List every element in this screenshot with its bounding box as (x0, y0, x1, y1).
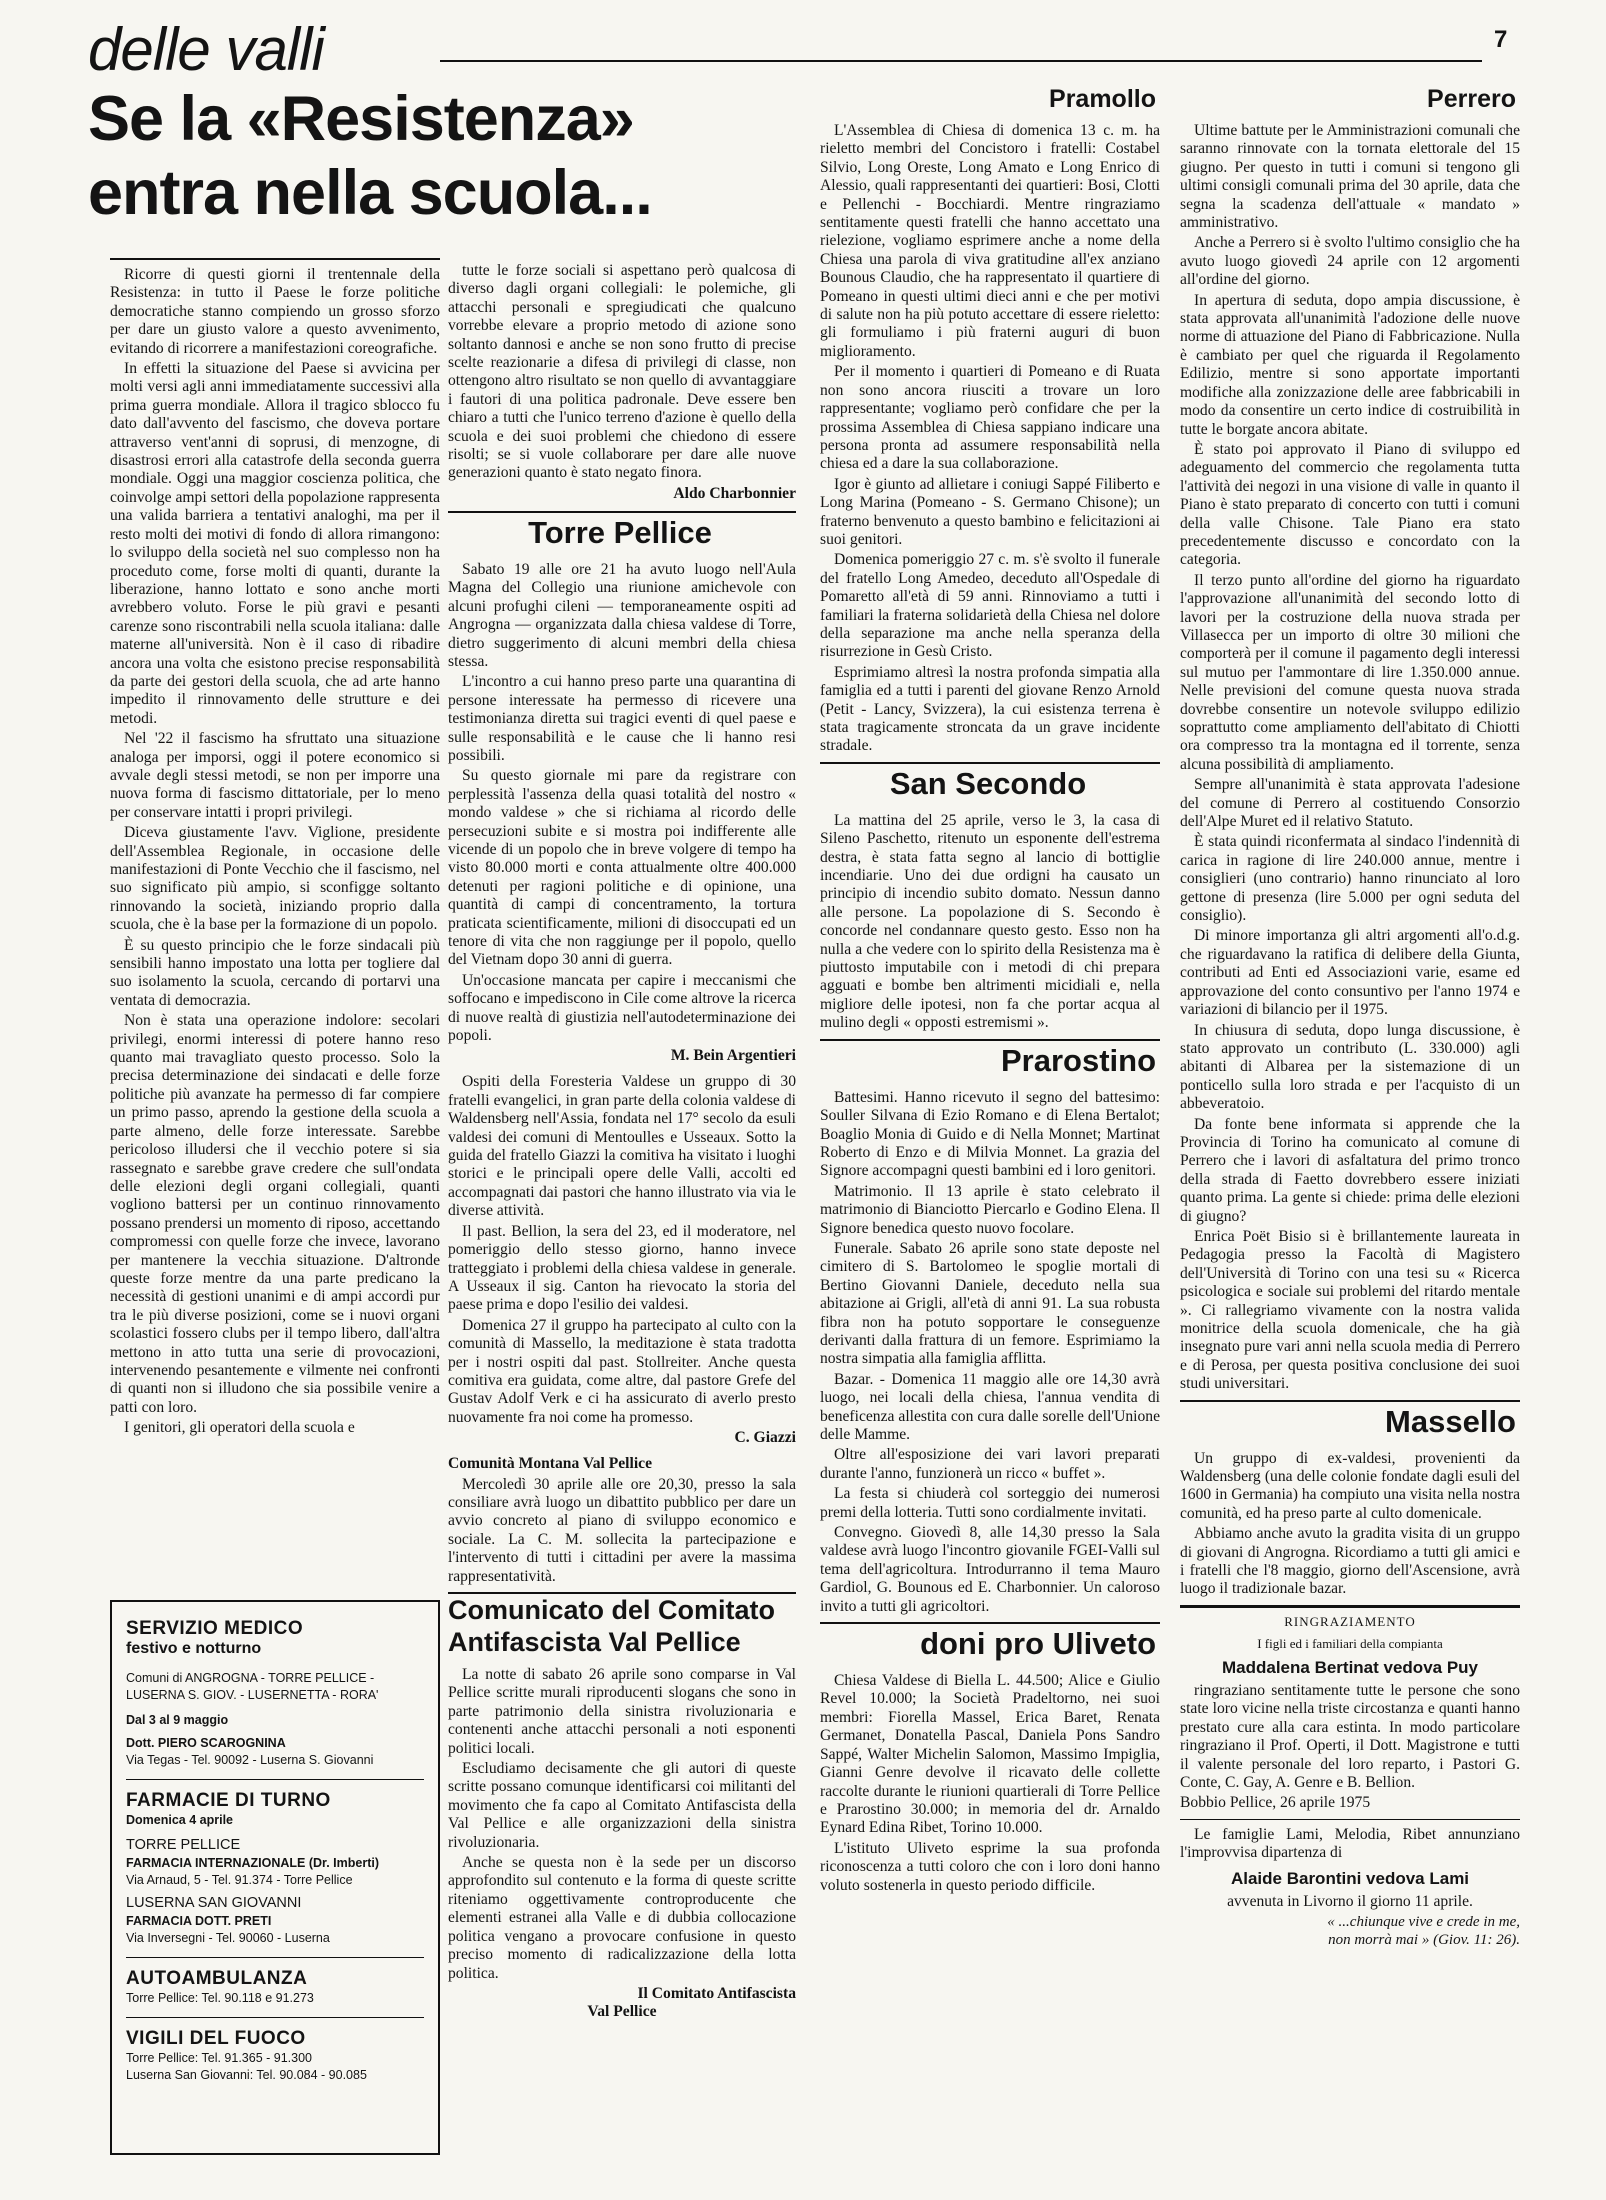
farmacie-title: FARMACIE DI TURNO (126, 1790, 331, 1811)
article-paragraph: Sempre all'unanimità è stata approvata l'adesione del comune di Perrero al costituendo Consorzio dell'Alpe Muret ed il relativo Statuto. (1180, 776, 1520, 831)
article-paragraph: La festa si chiuderà col sorteggio dei numerosi premi della lotteria. Tutti sono cordialmente invitati. (820, 1485, 1160, 1521)
thanks-name: Maddalena Bertinat vedova Puy (1221, 1657, 1479, 1677)
firefighters-phone: Luserna San Giovanni: Tel. 90.084 - 90.085 (126, 2068, 367, 2082)
pharmacy-address: Via Arnaud, 5 - Tel. 91.374 - Torre Pellice (126, 1873, 353, 1887)
article-paragraph: Ultime battute per le Amministrazioni comunali che saranno rinnovate con la tornata elettorale del 15 giugno. Per questo in tutti i comuni si tengono gli ultimi consigli comunali prima del 30 aprile, data che segna la scadenza dell'attuale « mandato » amministrativo. (1180, 122, 1520, 232)
thanks-intro: I figli ed i familiari della compianta (1257, 1635, 1443, 1651)
divider (1180, 1605, 1520, 1608)
section-heading-uliveto: doni pro Uliveto (820, 1622, 1160, 1664)
pharmacy-town: TORRE PELLICE (126, 1837, 241, 1853)
article-paragraph: tutte le forze sociali si aspettano però qualcosa di diverso dagli organi collegiali: le polemiche, gli attacchi personali e spregiudicati che qualcuno vorrebbe elevare a proprio metodo di azione sono soltanto dannosi e anche se non sono frutto di precise scelte reazionarie a difesa di privilegi di classe, non ottengono altro risultato se non quello di avvantaggiare i fautori di una politica padronale. Deve essere ben chiaro a tutti che l'unico terreno d'azione è quello della scuola e dei suoi problemi che chiedono di essere risolti; se si vuole collaborare per dare alle nuove generazioni quanto è stato negato finora. (448, 262, 796, 482)
divider (126, 1779, 424, 1780)
article-paragraph: Chiesa Valdese di Biella L. 44.500; Alice e Giulio Revel 10.000; la Società Pradeltorno, nei suoi membri: Fiorella Massel, Erica Baret, Renata Germanet, Donatella Pascal, Daniela Pons Sandro Sappé, Walter Michelin Salomon, Massimo Impiglia, Gianni Genre devolve il ricavato delle collette raccolte durante le riunioni quartierali di Torre Pellice e Prarostino 30.000; in memoria del dr. Arnaldo Eynard Edina Ribet, Torino 10.000. (820, 1672, 1160, 1837)
author-signature: Il Comitato Antifascista (637, 1984, 796, 2002)
firefighters-phone: Torre Pellice: Tel. 91.365 - 91.300 (126, 2051, 312, 2065)
headline-line-2: entra nella scuola... (88, 158, 652, 228)
section-heading-prarostino: Prarostino (820, 1039, 1160, 1081)
firefighters-title: VIGILI DEL FUOCO (126, 2028, 306, 2049)
article-paragraph: In effetti la situazione del Paese si avvicina per molti versi agli anni immediatamente successivi alla prima guerra mondiale. Allora il tragico sblocco fu dato dall'avvento del fascismo, che doveva portare attraverso vent'anni di soprusi, di menzogne, di disastrosi errori alla catastrofe della seconda guerra mondiale. Oggi una maggior coscienza politica, che coinvolge ampi settori della popolazione rappresenta una valida barriera a tentativi analoghi, ma per il resto molti dei motivi di fondo di allora rimangono: lo sviluppo della società nel suo complesso non ha proceduto come, forse molti di quanti, durante la liberazione, hanno lottato e sono anche morti avrebbero voluto. Forse le più gravi e pesanti carenze sono riscontrabili nella scuola italiana: dalle materne all'università. Non è il caso di ribadire ancora una volta che esistono precise responsabilità da parte dei gestori della scuola, che ad arte hanno impedito il rinnovamento delle strutture e dei metodi. (110, 360, 440, 727)
article-paragraph: Convegno. Giovedì 8, alle 14,30 presso la Sala valdese avrà luogo l'incontro giovanile FGEI-Valli sul tema dell'agricoltura. Introdurranno il tema Mauro Gardiol, G. Bounous ed E. Charbonnier. Un caloroso invito a tutti gli agricoltori. (820, 1524, 1160, 1615)
box-dates: Dal 3 al 9 maggio (126, 1713, 229, 1727)
article-paragraph: Enrica Poët Bisio si è brillantemente laureata in Pedagogia presso la Facoltà di Magistero dell'Università di Torino con una tesi su « Ricerca psicologica e sociale sui problemi del ritardo mentale ». Ci rallegriamo vivamente con la nostra valida monitrice della scuola domenicale, che ha già insegnato pure vari anni nella scuola media di Perrero e di Perosa, per questa positiva conclusione dei suoi studi universitari. (1180, 1227, 1520, 1393)
author-signature: M. Bein Argentieri (670, 1047, 796, 1065)
article-paragraph: Il past. Bellion, la sera del 23, ed il moderatore, nel pomeriggio dello stesso giorno, hanno invece tratteggiato i problemi della chiesa valdese in generale. A Usseaux il sig. Canton ha rievocato la storia del paese prima e dopo l'esilio dei valdesi. (448, 1222, 796, 1314)
column-4 (1180, 78, 1520, 1949)
article-paragraph: Su questo giornale mi pare da registrare con perplessità l'assenza della quasi totalità del nostro « mondo valdese » che si richiama al ricordo delle persecuzioni subite e si mostra poi indifferente alle vicende di un popolo che in breve volgere di tempo ha visto 80.000 morti e conta attualmente oltre 400.000 detenuti per ragioni politiche e di opinione, una quantità di campi di concentramento, la tortura praticata scientificamente, milioni di disoccupati ed un tenore di vita che non raggiunge per il popolo, quello del Vietnam dopo 30 anni di guerra. (448, 767, 796, 969)
page-number: 7 (1494, 26, 1508, 53)
article-paragraph: La mattina del 25 aprile, verso le 3, la casa di Sileno Paschetto, ritenuto un esponente dell'estrema destra, è stata fatta segno al lancio di bottiglie incendiarie. Uno dei due ordigni ha causato un principio di incendio subito domato. Nessun danno alle persone. La popolazione di S. Secondo è concorde nel condannare questo gesto. Esso non ha nulla a che vedere con lo spirito della Resistenza ma è piuttosto imputabile con i metodi di chi prepara agguati e bombe ben altrimenti micidiali e, nella migliore delle ipotesi, non fa che portar acqua al mulino degli « opposti estremismi ». (820, 811, 1160, 1032)
article-paragraph: Anche se questa non è la sede per un discorso approfondito sul contenuto e la forma di queste scritte riteniamo oggettivamente controproducente che elementi estranei alla Valle e di dubbia collocazione politica vengano a provocare confusione in questo preciso momento di radicalizzazione della lotta politica. (448, 1854, 796, 1982)
thanks-place: Bobbio Pellice, 26 aprile 1975 (1180, 1794, 1371, 1812)
divider (1180, 1819, 1520, 1820)
death-quote: « ...chiunque vive e crede in me, (1327, 1913, 1520, 1930)
ambulance-title: AUTOAMBULANZA (126, 1968, 308, 1989)
article-paragraph: I genitori, gli operatori della scuola e (124, 1419, 355, 1437)
death-name: Alaide Barontini vedova Lami (1230, 1868, 1470, 1888)
divider (126, 2017, 424, 2018)
medical-service-box (110, 1600, 440, 2155)
article-paragraph: Anche a Perrero si è svolto l'ultimo consiglio che ha avuto luogo giovedì 24 aprile con 12 argomenti all'ordine del giorno. (1180, 234, 1520, 289)
article-paragraph: Ospiti della Foresteria Valdese un gruppo di 30 fratelli evangelici, in gran parte della colonia valdese di Waldensberg nell'Assia, fondata nel 17° secolo da esuli valdesi dei comuni di Mentoulles e Usseaux. Sotto la guida del fratello Giazzi la comitiva ha visitato i luoghi storici e le principali opere delle Valli, accolti ed accompagnati dai pastori che hanno illustrato via via le diverse attività. (448, 1073, 796, 1220)
pharmacy-town: LUSERNA SAN GIOVANNI (126, 1895, 302, 1911)
article-paragraph: Nel '22 il fascismo ha sfruttato una situazione analoga per imporsi, oggi il potere economico si avvale degli stessi metodi, se non per imporre una nuova forma di fascismo dittatoriale, per lo meno per conservare intatti i propri privilegi. (110, 730, 440, 821)
subheading: Comunità Montana Val Pellice (448, 1455, 653, 1473)
box-title: SERVIZIO MEDICO (126, 1618, 304, 1639)
article-paragraph: Battesimi. Hanno ricevuto il segno del battesimo: Souller Silvana di Ezio Romano e di Elena Bertalot; Boaglio Monia di Guido e di Nella Monnet; Martinat Roberto di Enzo e di Milvia Monnet. La grazia del Signore accompagni questi bambini ed i loro genitori. (820, 1088, 1160, 1180)
article-paragraph: Per il momento i quartieri di Pomeano e di Ruata non sono ancora riusciti a trovare un loro rappresentante; vogliamo però confidare che per la prossima Assemblea di Chiesa sappiano indicare una persona pronta ad assumere responsabilità nella chiesa ed a dare la sua collaborazione. (820, 363, 1160, 473)
article-paragraph: È stata quindi riconfermata al sindaco l'indennità di carica in ragione di lire 240.000 annue, mentre i consiglieri (uno contrario) hanno rinunciato al loro gettone di presenza (lire 5.000 per ogni seduta del consiglio). (1180, 833, 1520, 925)
section-heading-massello: Massello (1180, 1400, 1520, 1442)
article-paragraph: La notte di sabato 26 aprile sono comparse in Val Pellice scritte murali riproducenti slogans che sono in parte patrimonio della sinistra rivoluzionaria e contenenti anche attacchi personali a noti esponenti politici locali. (448, 1666, 796, 1757)
box-doctor-address: Via Tegas - Tel. 90092 - Luserna S. Giovanni (126, 1753, 374, 1767)
article-paragraph: Il terzo punto all'ordine del giorno ha riguardato l'approvazione all'unanimità del secondo lotto di lavori per la costruzione della nuova strada per Villasecca per un importo di oltre 30 milioni che comporterà per il comune il pagamento degli interessi sul mutuo per l'ammontare di lire 1.350.000 annue. Nelle previsioni del comune questa nuova strada dovrebbe consentire un notevole sviluppo edilizio soprattutto come ampliamento dell'abitato di Chiotti ora compresso tra la montagna ed il torrente, senza alcuna possibilità di ampliamento. (1180, 571, 1520, 773)
author-signature: C. Giazzi (734, 1429, 796, 1447)
headline-line-1: Se la «Resistenza» (88, 84, 634, 154)
section-tag: delle valli (88, 16, 324, 83)
article-paragraph: Domenica 27 il gruppo ha partecipato al culto con la comunità di Massello, la meditazione è stata tradotta per i nostri ospiti dal past. Stollreiter. Anche questa comitiva era guidata, come altre, dal pastore Grefe del Gustav Adolf Verk e ci ha assicurato di averlo presto nuovamente fra noi come ha promesso. (448, 1316, 796, 1426)
death-place: avvenuta in Livorno il giorno 11 aprile. (1227, 1892, 1473, 1910)
farmacie-date: Domenica 4 aprile (126, 1813, 233, 1827)
article-paragraph: Da fonte bene informata si apprende che la Provincia di Torino ha comunicato al comune di Perrero che i lavori di asfaltatura del primo tronco della strada di Faetto dovrebbero essere iniziati quanto prima. La gente si chiede: prima delle elezioni di giugno? (1180, 1115, 1520, 1225)
box-doctor: Dott. PIERO SCAROGNINA (126, 1736, 286, 1750)
article-paragraph: Non è stata una operazione indolore: secolari privilegi, enormi interessi di potere hanno reso quanto mai travagliato questo processo. Solo la precisa determinazione dei sindacati e delle forze politiche più avanzate ha permesso di far compiere un primo passo, aprendo la gestione della scuola a parte almeno, delle forze interessate. Sarebbe pericoloso illudersi che il vecchio potere si sia rassegnato e sarebbe grave credere che sull'ondata delle elezioni degli organi collegiali, quanti vogliono battersi per un continuo rinnovamento possano prendersi un momento di riposo, accettando compromessi con quelle forze che invece, lavorano per mantenere la vecchia situazione. D'altronde queste forze mentre da una parte predicano la necessità di gestioni unanimi e di ampi accordi pur tra le più diverse posizioni, come se i nuovi organi scolastici fossero clubs per il tempo libero, dall'altra mettono in atto tutta una serie di provocazioni, intervenendo pesantemente e vilmente nei confronti di quanti non si illudono che sia possibile venire a patti con loro. (110, 1012, 440, 1416)
article-paragraph: Oltre all'esposizione dei vari lavori preparati durante l'anno, funzionerà un ricco « buffet ». (820, 1446, 1160, 1482)
article-paragraph: È stato poi approvato il Piano di sviluppo ed adeguamento del commercio che regolamenta tutta l'attività dei negozi in una visione di valle in quanto il Piano è stato preparato di concerto con tutti i comuni della valle Chisone. Tale Piano era stato precedentemente discusso e concordato con la categoria. (1180, 440, 1520, 569)
article-paragraph: Domenica pomeriggio 27 c. m. s'è svolto il funerale del fratello Long Amedeo, deceduto all'Ospedale di Pomaretto all'età di 59 anni. Rinnoviamo a tutti i familiari la fraterna solidarietà della Chiesa nel dolore della separazione ma anche nella speranza della risurrezione in Gesù Cristo. (820, 551, 1160, 661)
author-signature: Aldo Charbonnier (673, 484, 796, 502)
article-paragraph: In apertura di seduta, dopo ampia discussione, è stata approvata all'unanimità l'adozione delle nuove norme di attuazione del Piano di Fabbricazione. Nulla è cambiato per quel che riguarda il Regolamento Edilizio, mentre si sono apportate importanti modifiche alla zonizzazione delle aree fabbricabili in modo da consentire un certo indice di costruibilità in tutte le borgate ancora abitate. (1180, 291, 1520, 438)
heading-line: Antifascista Val Pellice (448, 1627, 741, 1657)
article-paragraph: L'istituto Uliveto esprime la sua profonda riconoscenza a tutti coloro che con i loro doni hanno voluto sostenerla in questo periodo difficile. (820, 1839, 1160, 1894)
article-paragraph: In chiusura di seduta, dopo lunga discussione, è stato approvato un contributo (L. 330.000) agli abitanti di Albarea per la sistemazione di un ponticello sulla loro strada e per l'acquisto di un abbeveratoio. (1180, 1021, 1520, 1113)
section-heading-torre-pellice: Torre Pellice (448, 511, 796, 553)
heading-line: Comunicato del Comitato (448, 1595, 776, 1625)
article-paragraph: Mercoledì 30 aprile alle ore 20,30, presso la sala consiliare avrà luogo un dibattito pubblico per dare un avvio concreto al piano di sviluppo economico e sociale. La C. M. sollecita la partecipazione e l'intervento di tutti i cittadini per avere la massima rappresentatività. (448, 1475, 796, 1585)
author-signature: Val Pellice (587, 2002, 657, 2020)
article-paragraph: È su questo principio che le forze sindacali più sensibili hanno impostato una lotta per togliere dal suo isolamento la scuola, cercando di portarvi una ventata di democrazia. (110, 936, 440, 1009)
article-paragraph: Escludiamo decisamente che gli autori di queste scritte possano comunque identificarsi coi militanti del movimento che fa capo al Comitato Antifascista della Val Pellice e alle organizzazioni della sinistra rivoluzionaria. (448, 1760, 796, 1851)
article-paragraph: Ricorre di questi giorni il trentennale della Resistenza: in tutto il Paese le forze politiche democratiche stanno compiendo un grosso sforzo per dare un giusto valore a questo avvenimento, evitando di ricorrere a manifestazioni coreografiche. (110, 266, 440, 357)
section-heading-comitato (448, 1592, 796, 1658)
top-rule (440, 60, 1482, 62)
thanks-text: ringraziano sentitamente tutte le persone che sono state loro vicine nella triste circostanza e quanti hanno prestato cure alla cara estinta. In modo particolare ringraziano il Prof. Operti, il Dott. Magistrone e tutti il valente personale del loro reparto, i Pastori G. Conte, C. Gay, A. Genre e B. Bellion. (1180, 1681, 1520, 1791)
article-paragraph: Esprimiamo altresì la nostra profonda simpatia alla famiglia ed a tutti i parenti del giovane Renzo Arnold (Petit - Lancy, Svizzera), la cui esistenza terrena è stata tragicamente stroncata da un grave incidente stradale. (820, 663, 1160, 755)
article-paragraph: L'Assemblea di Chiesa di domenica 13 c. m. ha rieletto membri del Concistoro i fratelli: Costabel Silvio, Long Oreste, Long Amato e Long Enrico di Alessio, quali rappresentanti dei quartieri: Bosi, Clotti e Pellenchi - Bocchiardi. Mentre ringraziamo sentitamente questi fratelli che hanno accettato una rielezione, vogliamo esprimere anche a nome della Chiesa una parola di viva gratitudine all'ex anziano Bounous Claudio, che ha rappresentato il quartiere di Pomeano in questi ultimi dieci anni e che per motivi di salute non ha più potuto accettare di essere rieletto: gli formuliamo i più fraterni auguri di buon miglioramento. (820, 122, 1160, 360)
article-paragraph: Di minore importanza gli altri argomenti all'o.d.g. che riguardavano la ratifica di delibere della Giunta, contributi ad Enti ed Associazioni varie, esame ed approvazione del conto consuntivo per l'anno 1974 e variazioni di bilancio per il 1975. (1180, 927, 1520, 1019)
article-paragraph: Igor è giunto ad allietare i coniugi Sappé Filiberto e Long Marina (Pomeano - S. Germano Chisone); un fraterno benvenuto a questo bambino e felicitazioni ai suoi genitori. (820, 475, 1160, 548)
column-1 (110, 258, 440, 1440)
section-heading-pramollo: Pramollo (1049, 85, 1156, 113)
death-intro: Le famiglie Lami, Melodia, Ribet annunziano l'improvvisa dipartenza di (1180, 1825, 1520, 1862)
article-paragraph: Funerale. Sabato 26 aprile sono state deposte nel cimitero di S. Bartolomeo le spoglie mortali di Bertino Giovanni Daniele, deceduto nella sua abitazione ai Grigli, all'età di anni 91. La sua robusta fibra non ha potuto sopportare le conseguenze derivanti dalla frattura di un femore. Esprimiamo la nostra simpatia alla famiglia afflitta. (820, 1239, 1160, 1368)
death-quote: non morrà mai » (Giov. 11: 26). (1328, 1931, 1520, 1948)
divider (126, 1957, 424, 1958)
article-paragraph: Sabato 19 alle ore 21 ha avuto luogo nell'Aula Magna del Collegio una riunione amichevole con alcuni profughi cileni — temporaneamente ospiti ad Angrogna — organizzata dalla chiesa valdese di Torre, dietro suggerimento di alcuni membri della chiesa stessa. (448, 560, 796, 670)
thanks-title: RINGRAZIAMENTO (1284, 1613, 1416, 1629)
box-comuni: LUSERNA S. GIOV. - LUSERNETTA - RORA' (126, 1688, 379, 1702)
column-2 (448, 262, 796, 2029)
box-subtitle: festivo e notturno (126, 1640, 262, 1657)
column-3 (820, 78, 1160, 1897)
article-paragraph: Un gruppo di ex-valdesi, provenienti da Waldensberg (una delle colonie fondate dagli esuli del 1600 in Germania) ha compiuto una visita nella nostra comunità, ed ha preso parte al culto domenicale. (1180, 1449, 1520, 1522)
article-paragraph: Bazar. - Domenica 11 maggio alle ore 14,30 avrà luogo, nei locali della chiesa, l'annua vendita di beneficenza allestita con cura dalle sorelle dell'Unione delle Mamme. (820, 1370, 1160, 1443)
article-paragraph: Diceva giustamente l'avv. Viglione, presidente dell'Assemblea Regionale, in occasione delle manifestazioni di Ponte Vecchio che il fascismo, nel suo significato più ampio, si sconfigge soltanto rinnovando la società, iniziando proprio dalla scuola, che è la base per la formazione di un popolo. (110, 824, 440, 934)
masthead (88, 16, 828, 228)
box-comuni: Comuni di ANGROGNA - TORRE PELLICE - (126, 1671, 375, 1685)
article-paragraph: L'incontro a cui hanno preso parte una quarantina di persone interessate ha permesso di ricevere una testimonianza diretta sui tragici eventi di quel paese e sulle responsabilità e le cause che li hanno resi possibili. (448, 673, 796, 764)
ambulance-phone: Torre Pellice: Tel. 90.118 e 91.273 (126, 1991, 314, 2005)
article-paragraph: Matrimonio. Il 13 aprile è stato celebrato il matrimonio di Bianciotto Piercarlo e Godino Elena. Il Signore benedica questo nuovo focolare. (820, 1182, 1160, 1237)
pharmacy-name: FARMACIA DOTT. PRETI (126, 1914, 272, 1928)
pharmacy-name: FARMACIA INTERNAZIONALE (Dr. Imberti) (126, 1856, 380, 1870)
section-heading-san-secondo: San Secondo (820, 762, 1160, 804)
section-heading-perrero: Perrero (1427, 85, 1516, 113)
pharmacy-address: Via Inversegni - Tel. 90060 - Luserna (126, 1931, 330, 1945)
article-paragraph: Abbiamo anche avuto la gradita visita di un gruppo di giovani di Angrogna. Ricordiamo a tutti gli amici e i fratelli che l'8 maggio, giorno dell'Ascensione, avrà luogo il tradizionale bazar. (1180, 1525, 1520, 1598)
article-paragraph: Un'occasione mancata per capire i meccanismi che soffocano e impediscono in Cile come altrove la ricerca di nuove realtà di giustizia nell'autodeterminazione dei popoli. (448, 971, 796, 1045)
